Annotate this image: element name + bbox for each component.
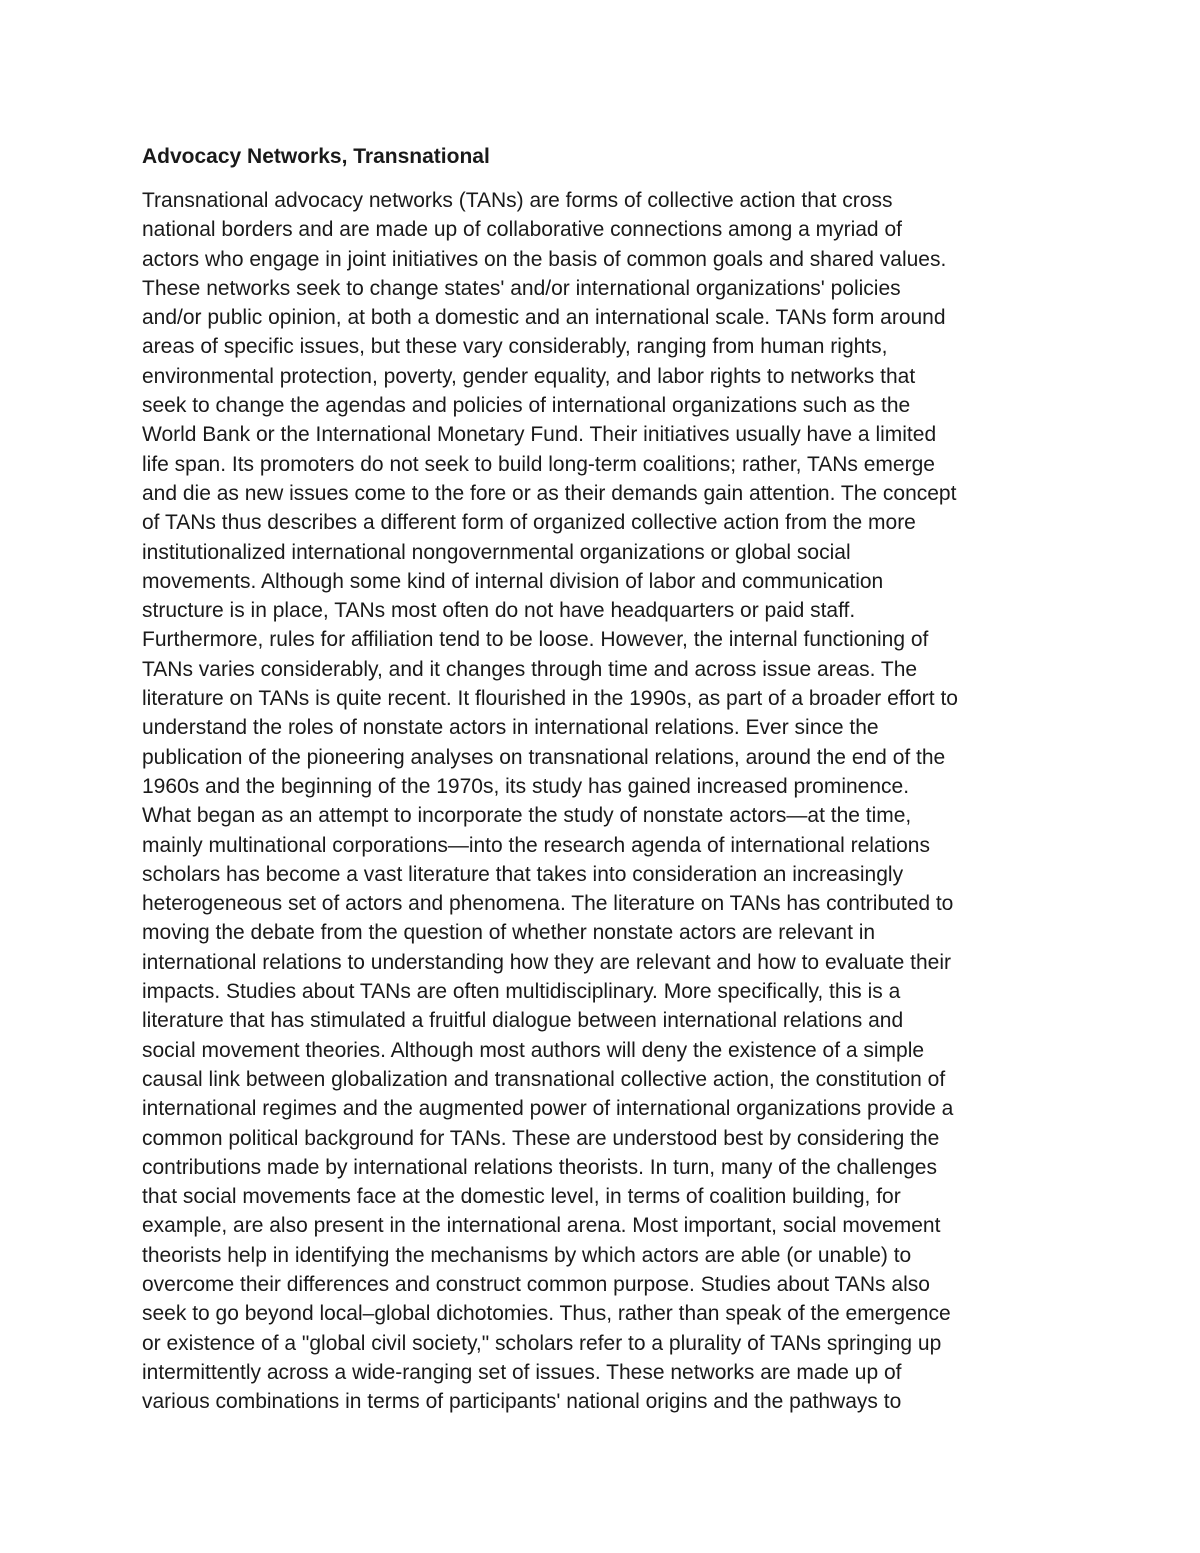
body-text-line: social movement theories. Although most authors will deny the existence of a simple [142, 1038, 925, 1062]
body-text-line: impacts. Studies about TANs are often multidisciplinary. More specifically, this is a [142, 980, 901, 1004]
body-text-line: moving the debate from the question of whether nonstate actors are relevant in [142, 921, 876, 945]
body-text-line: and/or public opinion, at both a domestic and an international scale. TANs form around [142, 306, 946, 330]
body-text-line: contributions made by international relations theorists. In turn, many of the challenges [142, 1155, 937, 1179]
body-text-line: literature on TANs is quite recent. It flourished in the 1990s, as part of a broader effort to [142, 687, 958, 711]
body-text-line: movements. Although some kind of internal division of labor and communication [142, 569, 884, 593]
body-text-line: or existence of a "global civil society," scholars refer to a plurality of TANs springing up [142, 1331, 942, 1355]
body-text-line: international relations to understanding how they are relevant and how to evaluate their [142, 950, 952, 974]
body-text-line: Furthermore, rules for affiliation tend to be loose. However, the internal functioning of [142, 628, 929, 652]
body-text-line: of TANs thus describes a different form of organized collective action from the more [142, 511, 916, 535]
body-text-line: various combinations in terms of participants' national origins and the pathways to [142, 1390, 902, 1414]
body-text-line: institutionalized international nongovernmental organizations or global social [142, 540, 851, 564]
body-text-line: intermittently across a wide-ranging set of issues. These networks are made up of [142, 1360, 902, 1384]
body-text-line: and die as new issues come to the fore or as their demands gain attention. The concept [142, 481, 957, 505]
body-text-line: example, are also present in the international arena. Most important, social movement [142, 1214, 941, 1238]
body-text-line: seek to go beyond local–global dichotomies. Thus, rather than speak of the emergence [142, 1302, 951, 1326]
body-text-line: scholars has become a vast literature that takes into consideration an increasingly [142, 862, 904, 886]
body-text-line: life span. Its promoters do not seek to build long-term coalitions; rather, TANs emerge [142, 452, 935, 476]
body-text-line: areas of specific issues, but these vary considerably, ranging from human rights, [142, 335, 888, 359]
document-body [142, 186, 1082, 1416]
body-text-line: seek to change the agendas and policies of international organizations such as the [142, 394, 911, 418]
body-text-line: environmental protection, poverty, gender equality, and labor rights to networks that [142, 364, 916, 388]
body-text-line: These networks seek to change states' and/or international organizations' policies [142, 276, 901, 300]
body-text-line: common political background for TANs. These are understood best by considering the [142, 1126, 940, 1150]
body-text-line: national borders and are made up of collaborative connections among a myriad of [142, 218, 902, 242]
body-text-line: What began as an attempt to incorporate the study of nonstate actors—at the time, [142, 804, 912, 828]
body-text-line: structure is in place, TANs most often do not have headquarters or paid staff. [142, 599, 856, 623]
body-text-line: TANs varies considerably, and it changes through time and across issue areas. The [142, 657, 918, 681]
body-text-line: Transnational advocacy networks (TANs) are forms of collective action that cross [142, 189, 893, 212]
body-text-line: mainly multinational corporations—into the research agenda of international relations [142, 833, 930, 857]
document-title: Advocacy Networks, Transnational [142, 145, 490, 168]
body-text-line: heterogeneous set of actors and phenomena. The literature on TANs has contributed to [142, 892, 954, 916]
body-text-line: understand the roles of nonstate actors in international relations. Ever since the [142, 716, 879, 740]
body-text-line: international regimes and the augmented power of international organizations provide a [142, 1097, 954, 1121]
body-text-line: theorists help in identifying the mechanisms by which actors are able (or unable) to [142, 1243, 912, 1267]
body-text-line: 1960s and the beginning of the 1970s, its study has gained increased prominence. [142, 774, 910, 798]
body-text-line: causal link between globalization and transnational collective action, the constitution of [142, 1067, 946, 1091]
body-text-line: that social movements face at the domestic level, in terms of coalition building, for [142, 1185, 901, 1209]
body-text-line: World Bank or the International Monetary Fund. Their initiatives usually have a limited [142, 423, 937, 447]
body-text-line: literature that has stimulated a fruitful dialogue between international relations and [142, 1009, 904, 1033]
body-text-line: overcome their differences and construct common purpose. Studies about TANs also [142, 1272, 930, 1296]
body-text-line: publication of the pioneering analyses on transnational relations, around the end of the [142, 745, 946, 769]
body-text-line: actors who engage in joint initiatives on the basis of common goals and shared values. [142, 247, 947, 271]
